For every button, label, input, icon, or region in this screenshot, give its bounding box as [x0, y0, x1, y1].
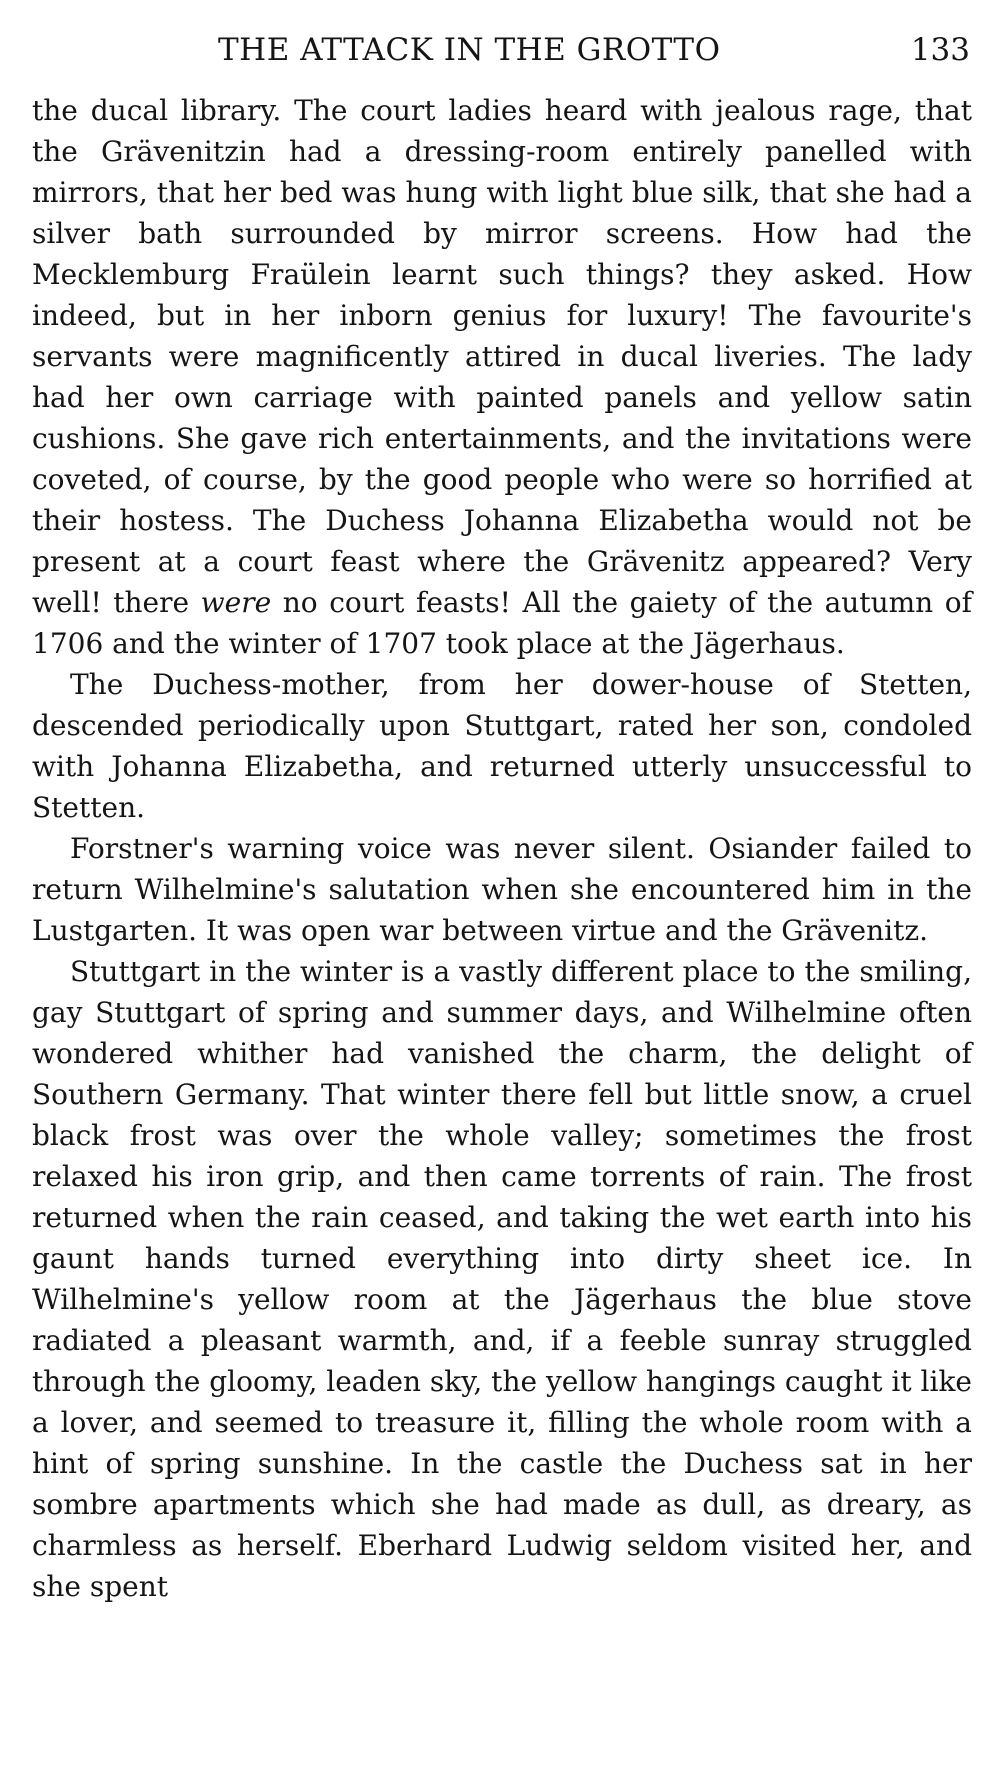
paragraph-1-text-start: the ducal library. The court ladies heard with jealous rage, that the Grävenitzin had a dressing-room entirely panelled with mirrors, that her bed was hung with light blue silk, that she had a silver bath surrounded by mirror screens. How had the Mecklemburg Fraülein learnt such things? they asked. How indeed, but in her inborn genius for luxury! The favourite's servants were magnificently attired in ducal liveries. The lady had her own carriage with painted panels and yellow satin cushions. She gave rich entertainments, and the invitations were coveted, of course, by the good people who were so horrified at their hostess. The Duchess Johanna Elizabetha would not be present at a court feast where the Grävenitz appeared? Very well! there [32, 94, 972, 619]
book-page [32, 22, 972, 1607]
paragraph-4: Stuttgart in the winter is a vastly different place to the smiling, gay Stuttgart of spring and summer days, and Wilhelmine often wondered whither had vanished the charm, the delight of Southern Germany. That winter there fell but little snow, a cruel black frost was over the whole valley; sometimes the frost relaxed his iron grip, and then came torrents of rain. The frost returned when the rain ceased, and taking the wet earth into his gaunt hands turned everything into dirty sheet ice. In Wilhelmine's yellow room at the Jägerhaus the blue stove radiated a pleasant warmth, and, if a feeble sunray struggled through the gloomy, leaden sky, the yellow hangings caught it like a lover, and seemed to treasure it, filling the whole room with a hint of spring sunshine. In the castle the Duchess sat in her sombre apartments which she had made as dull, as dreary, as charmless as herself. Eberhard Ludwig seldom visited her, and she spent [32, 955, 972, 1603]
page-body [32, 90, 972, 1607]
page-header [32, 22, 972, 78]
running-title: THE ATTACK IN THE GROTTO [218, 32, 721, 68]
page-number: 133 [910, 32, 970, 68]
paragraph-1-text-end: no court feasts! All the gaiety of the autumn of 1706 and the winter of 1707 took place at the Jägerhaus. [32, 586, 972, 660]
paragraph-1 [32, 90, 972, 664]
paragraph-2: The Duchess-mother, from her dower-house of Stetten, descended periodically upon Stuttgart, rated her son, condoled with Johanna Elizabetha, and returned utterly unsuccessful to Stetten. [32, 668, 972, 824]
italic-word: were [200, 586, 272, 619]
paragraph-3: Forstner's warning voice was never silent. Osiander failed to return Wilhelmine's salutation when she encountered him in the Lustgarten. It was open war between virtue and the Grävenitz. [32, 832, 972, 947]
